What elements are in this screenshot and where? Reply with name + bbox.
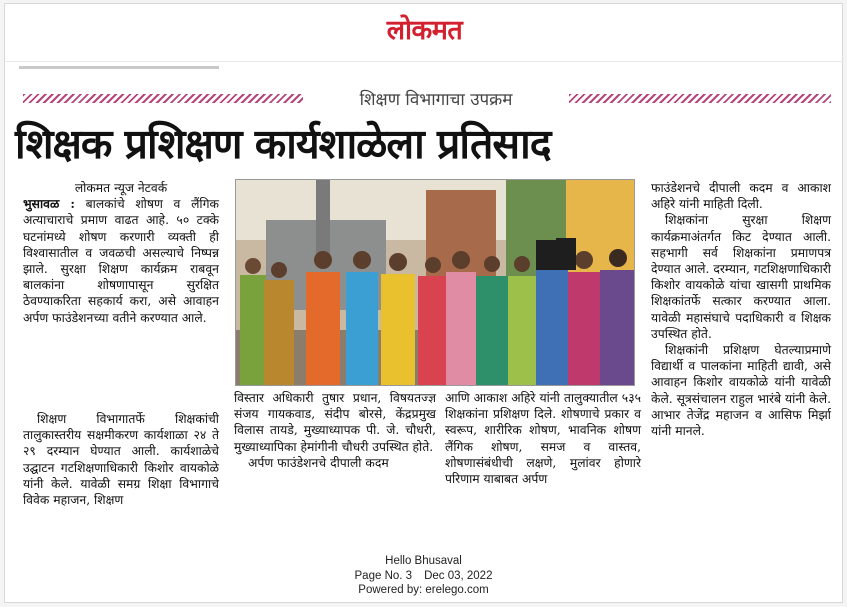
publish-date: Dec 03, 2022 — [424, 569, 493, 582]
article-photo — [235, 179, 635, 386]
masthead — [5, 4, 844, 62]
group-photo-teachers — [236, 180, 635, 386]
article-column-2 — [234, 390, 436, 471]
lead-paragraph — [23, 196, 219, 326]
decorative-hatch-left — [23, 94, 303, 103]
article-column-4 — [651, 180, 831, 439]
byline: लोकमत न्यूज नेटवर्क — [74, 181, 168, 195]
paragraph-2: शिक्षण विभागातर्फे शिक्षकांची तालुकास्तरीय सक्षमीकरण कार्यशाळा २४ ते २९ दरम्यान घेण्यात आली. कार्यशाळेचे उद्घाटन गटशिक्षणाधिकारी किशोर वायकोळे यांनी केले. यावेळी समग्र शिक्षा विभागाचे विवेक महाजन, शिक्षण — [23, 412, 219, 508]
article-column-3 — [445, 390, 641, 487]
lead-text: बालकांचे शोषण व लैंगिक अत्याचाराचे प्रमाण वाढत आहे. ५० टक्के घटनांमध्ये शोषण करणारी व्यक्ती ही विश्वासातील व जवळची असल्याचे निष्पन्न झाले. सुरक्षा शिक्षण कार्यक्रम राबवून बालकांना शोषणापासून सुरक्षित ठेवण्याकरिता सहकार्य करा, असे आवाहन अर्पण फाउंडेशनच्या वतीने करण्यात आले. — [23, 197, 219, 325]
section-header — [23, 88, 831, 110]
powered-by-link[interactable]: Powered by: erelego.com — [358, 584, 489, 596]
paragraph-5: आणि आकाश अहिरे यांनी तालुक्यातील ५३५ शिक्षकांना प्रशिक्षण दिले. शोषणाचे प्रकार व स्वरूप, शारीरिक शोषण, भावनिक शोषण लैंगिक शोषण, समज व वास्तव, शोषणासंबंधीची लक्षणे, मुलांवर होणारे परिणाम याबाबत अर्पण — [445, 391, 641, 487]
paragraph-8: शिक्षकांनी प्रशिक्षण घेतल्याप्रमाणे विद्यार्थी व पालकांना माहिती द्यावी, असे आवाहन किशोर वायकोळे यांनी यावेळी केले. सूत्रसंचालन राहुल भारंबे यांनी केले. आभार तेजेंद्र महाजन व आसिफ मिर्झा यांनी मानले. — [651, 343, 831, 439]
edition-name: Hello Bhusaval — [385, 555, 462, 567]
section-kicker: शिक्षण विभागाचा उपक्रम — [359, 90, 513, 110]
paragraph-6: फाउंडेशनचे दीपाली कदम व आकाश अहिरे यांनी माहिती दिली. — [651, 181, 831, 212]
masthead-divider — [19, 66, 219, 69]
article-column-1 — [23, 180, 219, 326]
article-column-1-continued — [23, 411, 219, 508]
paragraph-7: शिक्षकांना सुरक्षा शिक्षण कार्यक्रमाअंतर्गत किट देण्यात आली. सहभागी सर्व शिक्षकांना प्रमाणपत्र देण्यात आले. दरम्यान, गटशिक्षणाधिकारी किशोर वायकोळे यांचा खासगी प्राथमिक शिक्षकांतर्फे सत्कार करण्यात आला. यावेळी महासंघाचे पदाधिकारी व शिक्षक उपस्थित होते. — [651, 213, 831, 341]
paragraph-3: विस्तार अधिकारी तुषार प्रधान, विषयतज्ज्ञ संजय गायकवाड, संदीप बोरसे, केंद्रप्रमुख विलास तायडे, मुख्याध्यापक पी. जे. चौधरी, मुख्याध्यापिका हेमांगीनी चौधरी उपस्थित होते. — [234, 391, 436, 454]
decorative-hatch-right — [569, 94, 831, 103]
dateline: भुसावळ : — [23, 196, 75, 212]
newspaper-clipping — [4, 3, 843, 603]
article-headline: शिक्षक प्रशिक्षण कार्यशाळेला प्रतिसाद — [15, 120, 551, 168]
clipping-footer — [5, 554, 842, 598]
lokmat-logo: लोकमत — [386, 15, 463, 46]
page-number: Page No. 3 — [354, 569, 413, 582]
page-and-date — [5, 569, 842, 584]
paragraph-4: अर्पण फाउंडेशनचे दीपाली कदम — [248, 455, 389, 470]
